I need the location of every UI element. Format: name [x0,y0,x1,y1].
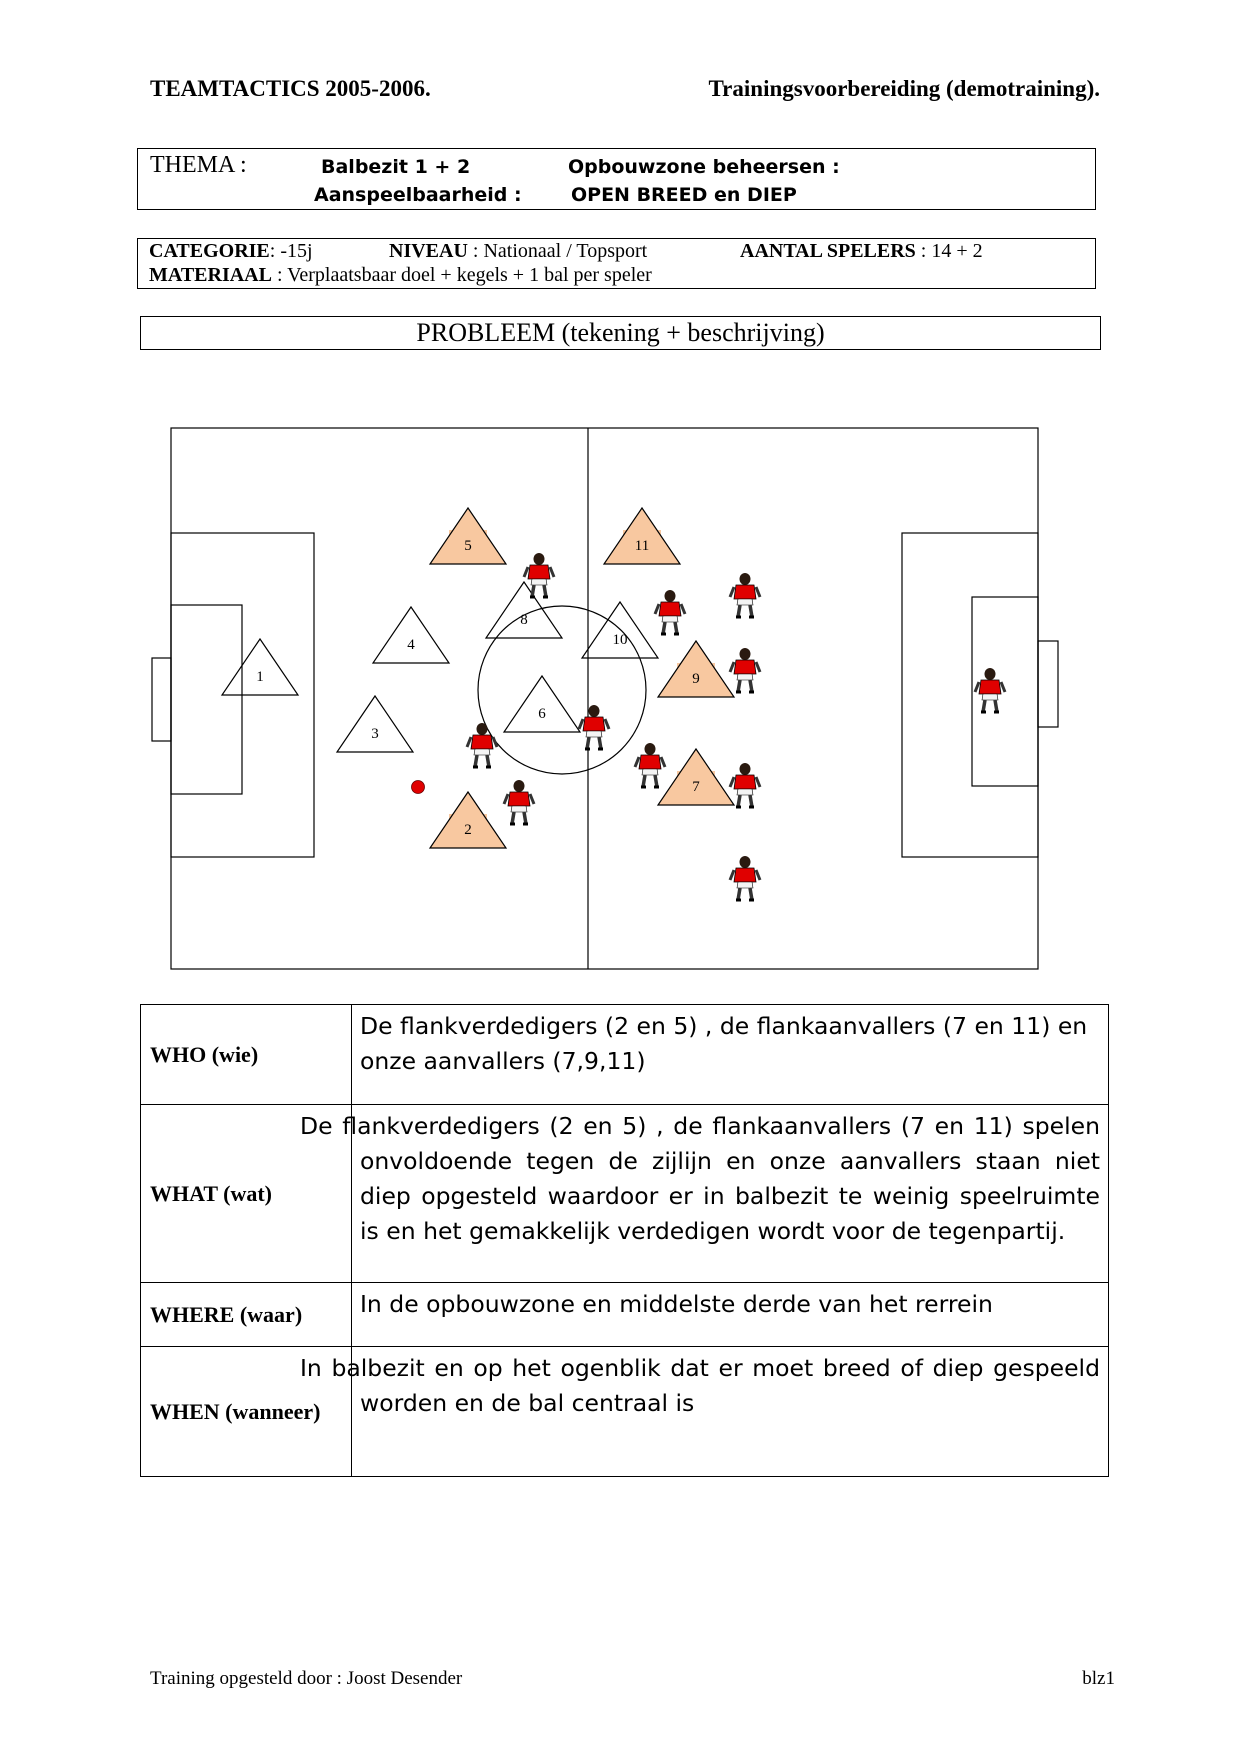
thema-topic-3: Aanspeelbaarheid : [314,184,522,206]
footer-author: Training opgesteld door : Joost Desender [150,1668,463,1689]
thema-topic-4: OPEN BREED en DIEP [571,184,797,206]
own-player-5 [430,508,506,564]
niveau-value: : Nationaal / Topsport [472,240,648,262]
opponent-player [524,553,554,597]
own-player-number: 1 [256,669,264,685]
own-player-number: 3 [371,726,379,742]
table-row [141,1347,1109,1477]
spelers-value: : 14 + 2 [920,240,983,262]
row-text-what: De flankverdedigers (2 en 5) , de flankaanvallers (7 en 11) spelen onvoldoende tegen de zijlijn en onze aanvallers staan niet diep opgesteld waardoor er in balbezit te weinig speelruimte is en het gemakkelijk verdedigen wordt voor de tegenpartij. [352,1105,1109,1283]
table-row [141,1283,1109,1347]
left-goal [152,658,171,741]
own-player-3 [337,696,413,752]
opponent-players [467,553,1005,900]
table-row [141,1105,1109,1283]
thema-label: THEMA : [150,152,247,178]
own-player-number: 6 [538,706,546,722]
thema-topic-2: Opbouwzone beheersen : [568,156,840,178]
own-team-group [222,508,734,848]
row-label-who: WHO (wie) [141,1005,352,1105]
categorie-label: CATEGORIE [149,240,270,262]
row-label-where: WHERE (waar) [141,1283,352,1347]
thema-topic-1: Balbezit 1 + 2 [321,156,471,178]
opponent-player [467,723,497,767]
materiaal-value: : Verplaatsbaar doel + kegels + 1 bal per speler [276,264,652,286]
probleem-title: PROBLEEM (tekening + beschrijving) [140,316,1101,350]
opponent-player [730,763,760,807]
materiaal-label: MATERIAAL [149,264,272,286]
opponent-player [730,573,760,617]
doc-title-left: TEAMTACTICS 2005-2006. [150,76,431,101]
own-player-number: 8 [520,612,528,628]
categorie-value: : -15j [269,240,313,262]
opponent-player [730,648,760,692]
own-player-number: 2 [464,822,472,838]
own-player-6 [504,676,580,732]
row-text-where: In de opbouwzone en middelste derde van het rerrein [352,1283,1109,1347]
page-number: blz1 [1082,1668,1115,1689]
own-player-11 [604,508,680,564]
opponent-player [655,590,685,634]
row-label-when: WHEN (wanneer) [141,1347,352,1477]
own-player-4 [373,607,449,663]
opponent-player [635,743,665,787]
row-label-what: WHAT (wat) [141,1105,352,1283]
opponent-player [730,856,760,900]
niveau-label: NIVEAU [389,240,468,262]
right-goal [1038,641,1058,727]
own-player-1 [222,639,298,695]
opponent-goalkeeper [975,668,1005,712]
opponent-player [579,705,609,749]
row-text-when: In balbezit en op het ogenblik dat er moet breed of diep gespeeld worden en de bal centraal is [352,1347,1109,1477]
own-player-number: 10 [612,632,628,648]
description-table [140,1004,1109,1477]
opponent-player [504,780,534,824]
own-player-number: 4 [407,637,415,653]
own-player-number: 11 [634,538,650,554]
own-player-number: 5 [464,538,472,554]
doc-title-right: Trainingsvoorbereiding (demotraining). [708,76,1100,101]
own-player-2 [430,792,506,848]
spelers-label: AANTAL SPELERS [740,240,916,262]
table-row [141,1005,1109,1105]
own-player-7 [658,749,734,805]
own-player-8 [486,582,562,638]
own-player-9 [658,641,734,697]
ball [412,781,425,794]
own-player-number: 7 [692,779,700,795]
right-penalty-area [902,533,1038,857]
own-player-number: 9 [692,671,700,687]
left-goal-area [171,605,242,794]
row-text-who: De flankverdedigers (2 en 5) , de flankaanvallers (7 en 11) en onze aanvallers (7,9,11) [352,1005,1109,1105]
pitch-outline [171,428,1038,969]
